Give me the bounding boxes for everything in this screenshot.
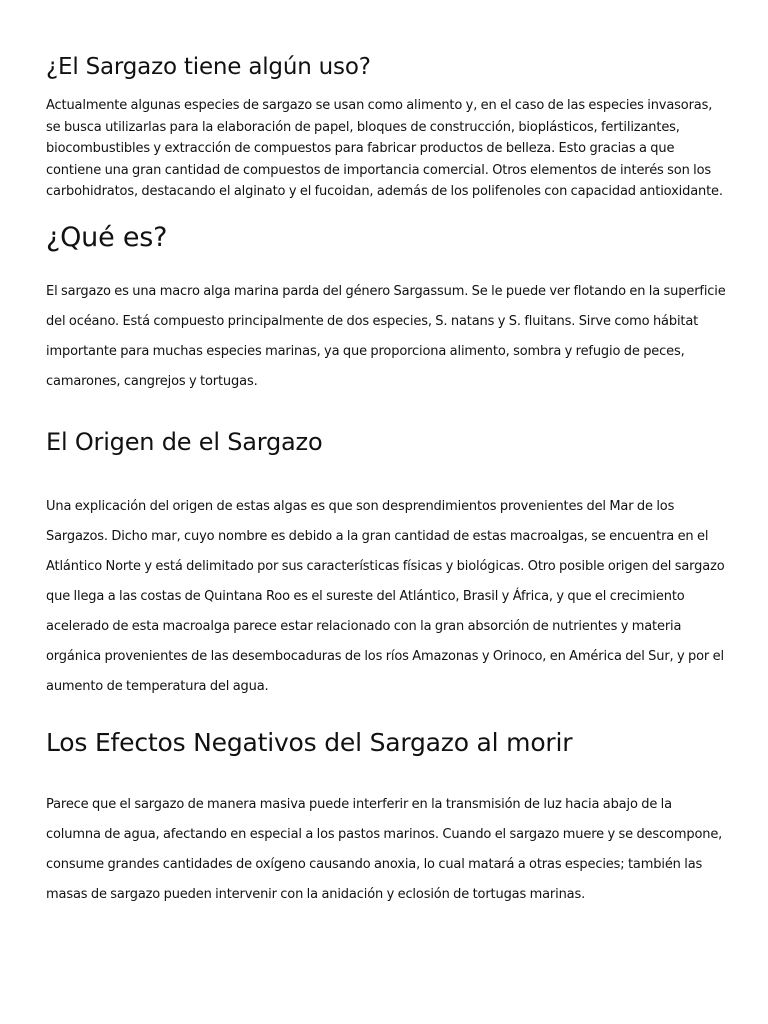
section-paragraph: El sargazo es una macro alga marina parda del género Sargassum. Se le puede ver flotando en la superficie del océano. Está compuesto principalmente de dos especies, S. natans y S. fluitans. Sirve como hábitat importante para muchas especies marinas, ya que proporciona alimento, sombra y refugio de peces, camarones, cangrejos y tortugas.	[46, 284, 726, 389]
section-paragraph: Parece que el sargazo de manera masiva puede interferir en la transmisión de luz hacia abajo de la columna de agua, afectando en especial a los pastos marinos. Cuando el sargazo muere y se descompone, consume grandes cantidades de oxígeno causando anoxia, lo cual matará a otras especies; también las masas de sargazo pueden intervenir con la anidación y eclosión de tortugas marinas.	[46, 797, 723, 902]
section-what-is	[46, 220, 726, 397]
section-paragraph: Actualmente algunas especies de sargazo se usan como alimento y, en el caso de las especies invasoras, se busca utilizarlas para la elaboración de papel, bloques de construcción, bioplásticos, fertilizantes, biocombustibles y extracción de compuestos para fabricar productos de belleza. Esto gracias a que contiene una gran cantidad de compuestos de importancia comercial. Otros elementos de interés son los carbohidratos, destacando el alginato y el fucoidan, además de los polifenoles con capacidad antioxidante.	[46, 98, 723, 199]
section-heading: El Origen de el Sargazo	[46, 428, 323, 456]
section-heading: Los Efectos Negativos del Sargazo al morir	[46, 728, 573, 757]
section-origin	[46, 426, 726, 702]
section-heading: ¿El Sargazo tiene algún uso?	[46, 54, 371, 80]
section-heading: ¿Qué es?	[46, 222, 168, 253]
section-negative-effects	[46, 726, 726, 910]
section-sargazo-uses	[46, 52, 726, 203]
section-paragraph: Una explicación del origen de estas algas es que son desprendimientos provenientes del Mar de los Sargazos. Dicho mar, cuyo nombre es debido a la gran cantidad de estas macroalgas, se encuentra en el Atlántico Norte y está delimitado por sus características físicas y biológicas. Otro posible origen del sargazo que llega a las costas de Quintana Roo es el sureste del Atlántico, Brasil y África, y que el crecimiento acelerado de esta macroalga parece estar relacionado con la gran absorción de nutrientes y materia orgánica provenientes de las desembocaduras de los ríos Amazonas y Orinoco, en América del Sur, y por el aumento de temperatura del agua.	[46, 499, 725, 694]
